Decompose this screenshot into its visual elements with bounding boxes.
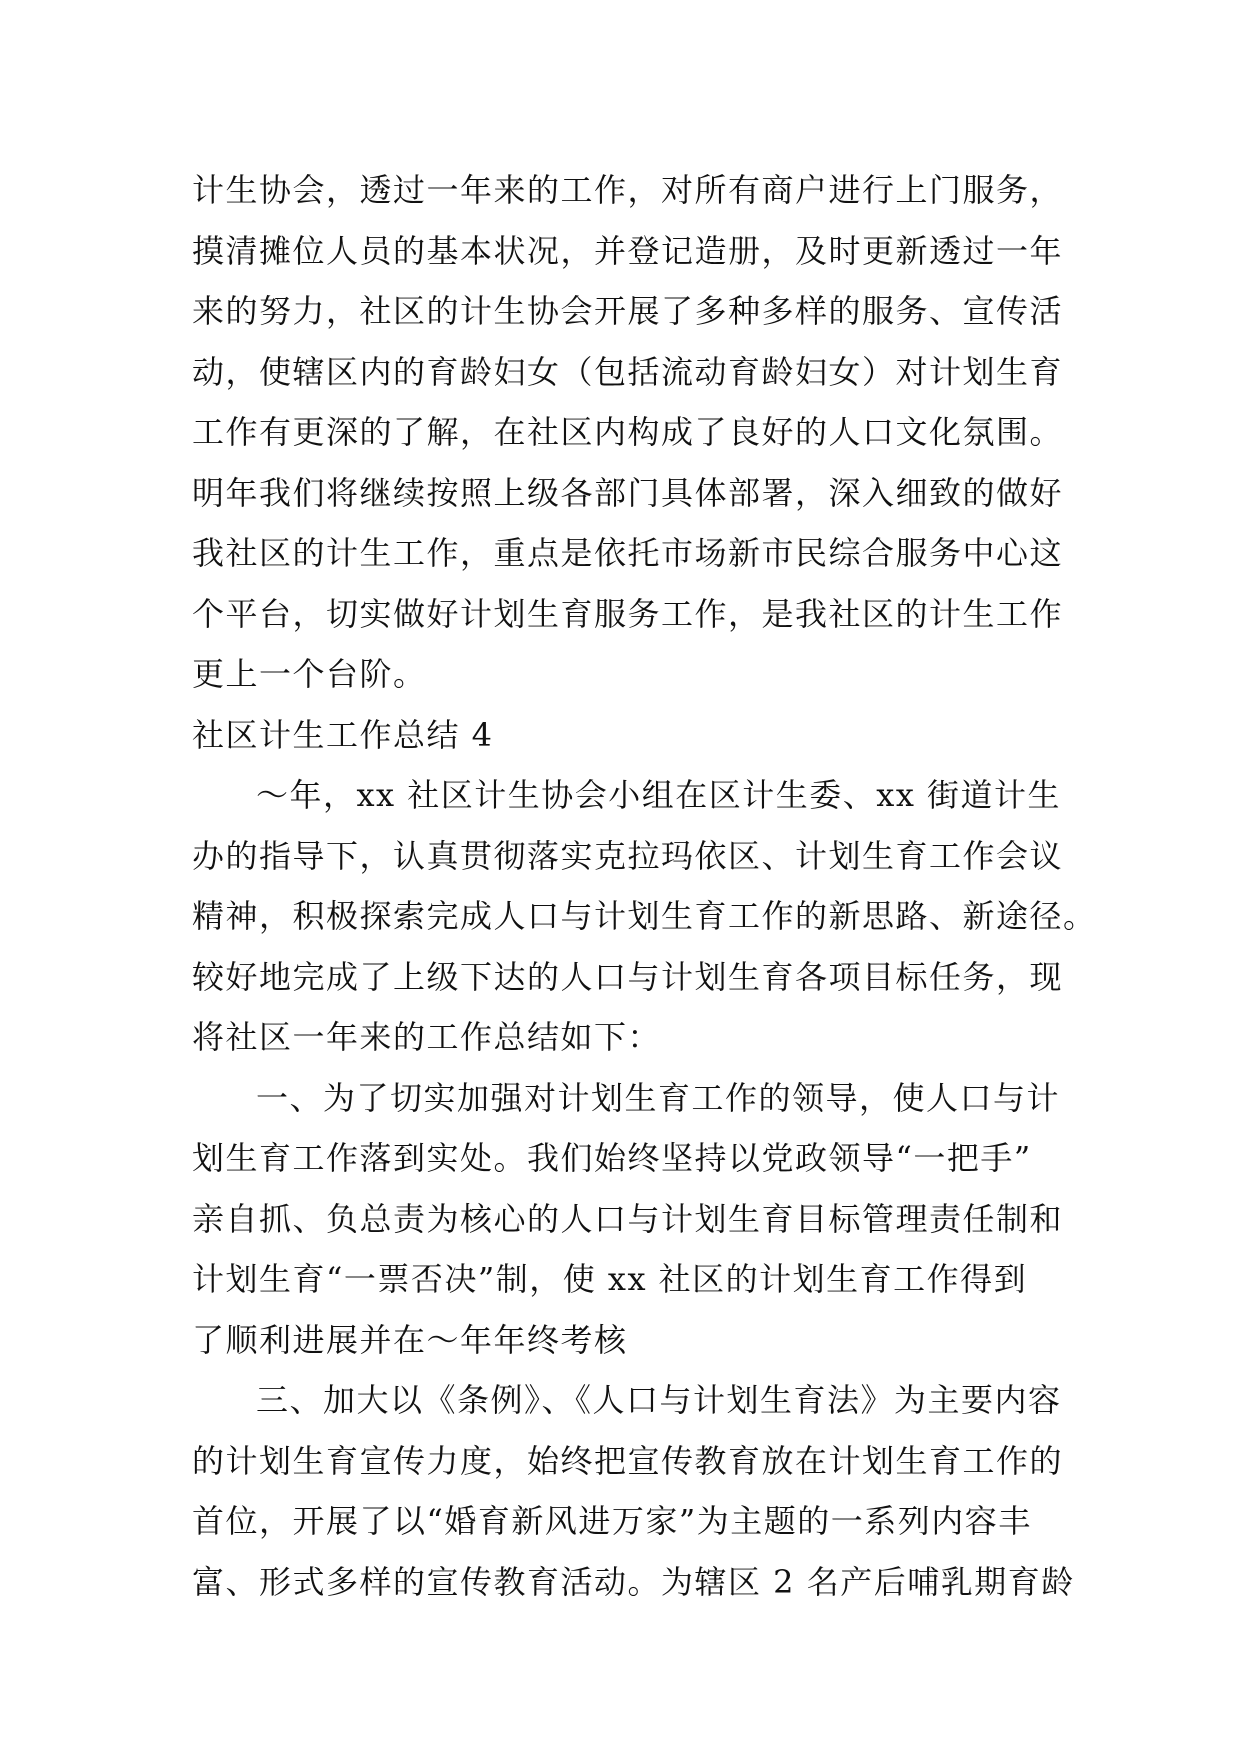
text-line: 我社区的计生工作，重点是依托市场新市民综合服务中心这 [192, 534, 1064, 572]
document-body [192, 160, 1097, 1612]
text-line: 来的努力，社区的计生协会开展了多种多样的服务、宣传活 [192, 292, 1064, 330]
text-line: 富、形式多样的宣传教育活动。为辖区 2 名产后哺乳期育龄 [192, 1562, 1075, 1601]
text-line: 工作有更深的了解，在社区内构成了良好的人口文化氛围。 [192, 413, 1064, 451]
text-line: 较好地完成了上级下达的人口与计划生育各项目标任务，现 [192, 957, 1064, 996]
text-line: 摸清摊位人员的基本状况，并登记造册，及时更新透过一年 [192, 231, 1064, 270]
text-line: 首位，开展了以“婚育新风进万家”为主题的一系列内容丰 [192, 1502, 1032, 1540]
text-line: 精神，积极探索完成人口与计划生育工作的新思路、新途径。 [192, 897, 1097, 935]
text-line: 个平台，切实做好计划生育服务工作，是我社区的计生工作 [192, 594, 1064, 633]
text-line: 划生育工作落到实处。我们始终坚持以党政领导“一把手” [192, 1139, 1032, 1177]
text-line: 明年我们将继续按照上级各部门具体部署，深入细致的做好 [192, 473, 1064, 512]
text-line: 计划生育“一票否决”制，使 xx 社区的计划生育工作得到 [192, 1260, 1028, 1298]
text-line: 将社区一年来的工作总结如下： [192, 1018, 662, 1056]
text-line: ～年，xx 社区计生协会小组在区计生委、xx 街道计生 [256, 776, 1062, 814]
text-line: 三、加大以《条例》、《人口与计划生育法》为主要内容 [256, 1381, 1062, 1419]
text-line: 的计划生育宣传力度，始终把宣传教育放在计划生育工作的 [192, 1441, 1064, 1480]
section-heading: 社区计生工作总结 4 [192, 715, 494, 754]
text-line: 了顺利进展并在～年年终考核 [192, 1320, 628, 1359]
text-line: 动，使辖区内的育龄妇女（包括流动育龄妇女）对计划生育 [192, 352, 1064, 391]
text-line: 亲自抓、负总责为核心的人口与计划生育目标管理责任制和 [192, 1199, 1064, 1238]
text-line: 一、为了切实加强对计划生育工作的领导，使人口与计 [256, 1078, 1061, 1117]
text-line: 计生协会，透过一年来的工作，对所有商户进行上门服务， [192, 171, 1064, 209]
text-line: 更上一个台阶。 [192, 655, 427, 693]
text-line: 办的指导下，认真贯彻落实克拉玛依区、计划生育工作会议 [192, 836, 1064, 875]
